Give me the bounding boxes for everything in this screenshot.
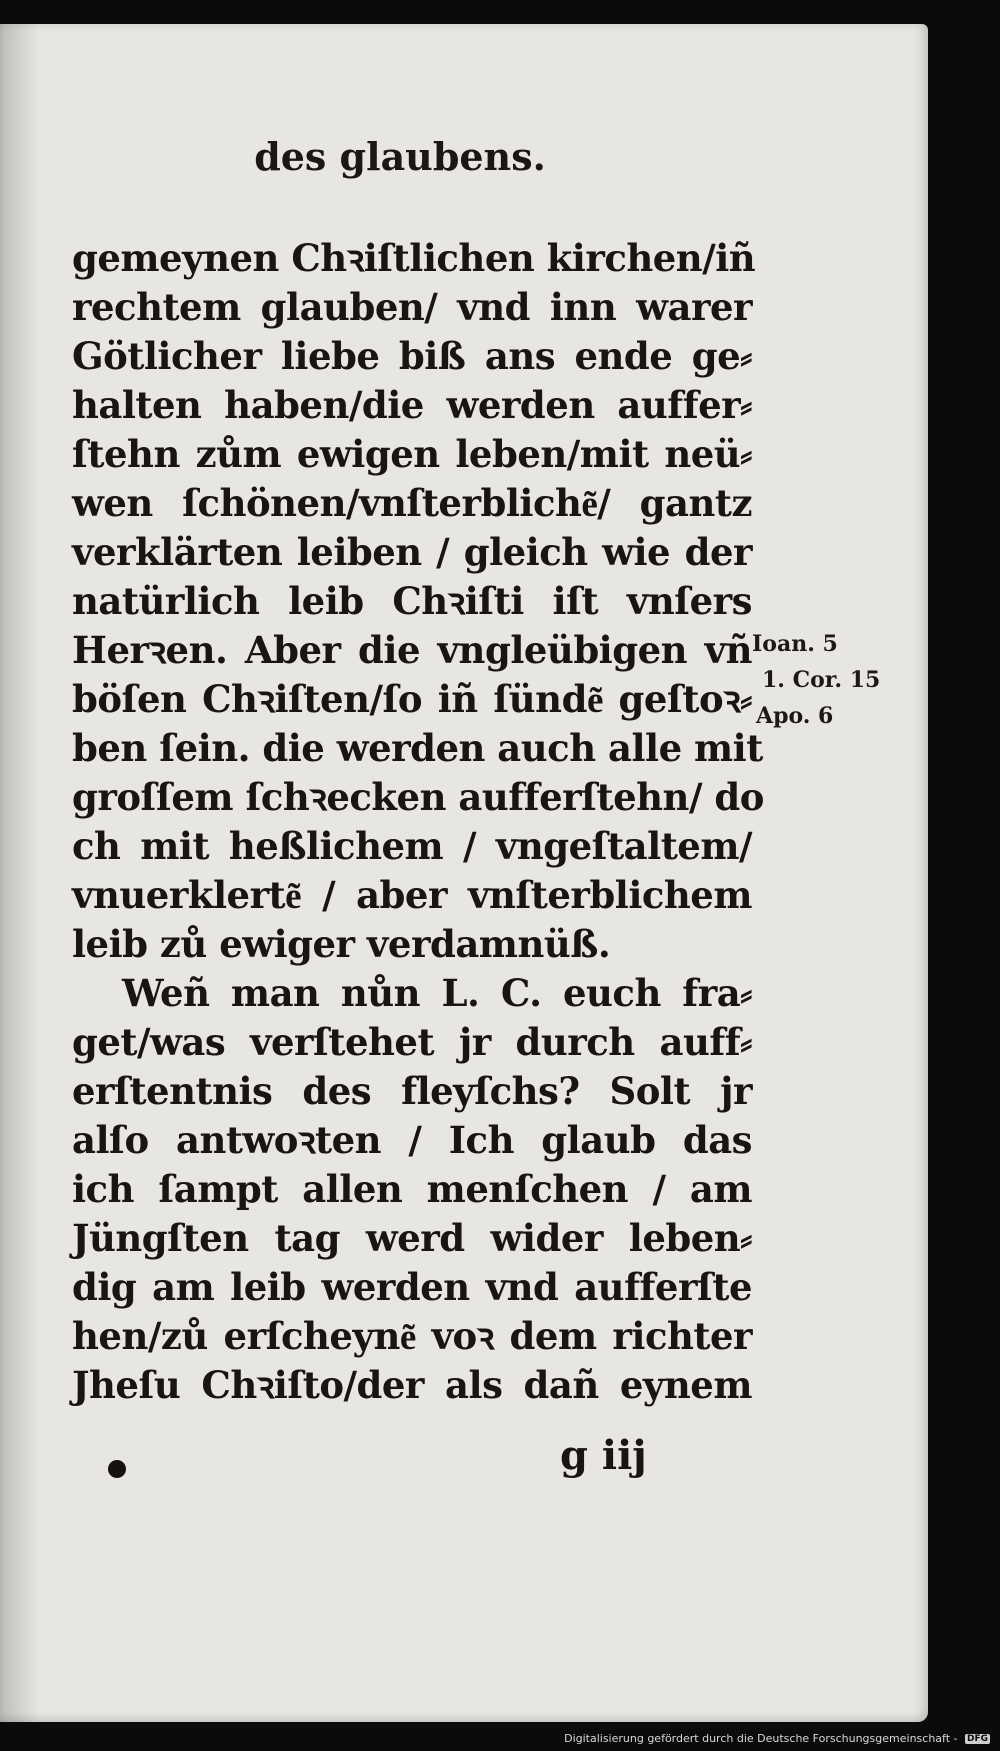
- text-line: natürlich leib Chꝛiſti iſt vnſers: [72, 579, 752, 623]
- text-line: böſen Chꝛiſten/ſo iñ ſünde͂ geſtoꝛ⸗: [72, 677, 752, 721]
- body-text: [72, 234, 764, 1410]
- book-page: [0, 24, 928, 1722]
- text-line: Jheſu Chꝛiſto/der als dañ eynem: [72, 1363, 752, 1407]
- text-line: ich ſampt allen menſchen / am: [72, 1167, 752, 1211]
- text-line: dig am leib werden vnd aufferſte: [72, 1265, 752, 1309]
- text-line: ch mit heßlichem / vngeſtaltem/: [72, 824, 752, 868]
- digitization-credit: [564, 1732, 990, 1745]
- text-line: halten haben/die werden auffer⸗: [72, 383, 752, 427]
- text-line: wen ſchönen/vnſterbliche͂/ gantz: [72, 481, 752, 525]
- text-line: get/was verſtehet jr durch auff⸗: [72, 1020, 752, 1064]
- text-line: ſtehn zům ewigen leben/mit neü⸗: [72, 432, 752, 476]
- signature-mark: g iij: [560, 1432, 647, 1479]
- marginal-note: Ioan. 5: [752, 631, 838, 657]
- text-line: verklärten leiben / gleich wie der: [72, 530, 752, 574]
- ink-dot: [108, 1460, 126, 1478]
- text-line: leib zů ewiger verdamnüß.: [72, 922, 611, 966]
- marginal-note: 1. Cor. 15: [762, 667, 881, 693]
- text-line: Jüngſten tag werd wider leben⸗: [72, 1216, 752, 1260]
- text-line: groſſem ſchꝛecken aufferſtehn/ do: [72, 775, 764, 819]
- text-line: ben ſein. die werden auch alle mit: [72, 726, 763, 770]
- text-line: rechtem glauben/ vnd inn warer: [72, 285, 752, 329]
- dfg-logo: DFG: [966, 1734, 988, 1744]
- text-line: hen/zů erſcheyne͂ voꝛ dem richter: [72, 1314, 752, 1358]
- text-line: Weñ man nůn L. C. euch fra⸗: [122, 971, 752, 1015]
- text-line: alſo antwoꝛten / Ich glaub das: [72, 1118, 752, 1162]
- text-line: Götlicher liebe biß ans ende ge⸗: [72, 334, 752, 378]
- running-head: des glaubens.: [254, 134, 546, 179]
- text-line: erſtentnis des fleyſchs? Solt jr: [72, 1069, 752, 1113]
- marginal-notes: [752, 626, 880, 734]
- signature-area: [0, 1432, 928, 1492]
- credit-text: Digitalisierung gefördert durch die Deutsche Forschungsgemeinschaft -: [564, 1732, 958, 1745]
- marginal-note: Apo. 6: [756, 703, 834, 729]
- text-line: vnuerklerte͂ / aber vnſterblichem: [72, 873, 752, 917]
- text-line: Herꝛen. Aber die vngleübigen vñ: [72, 628, 752, 672]
- text-line: gemeynen Chꝛiſtlichen kirchen/iñ: [72, 236, 756, 280]
